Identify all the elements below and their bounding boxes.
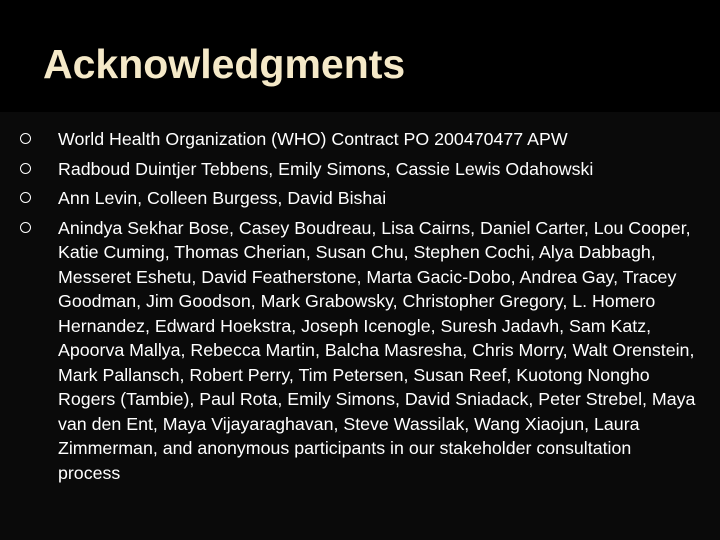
bullet-text: Ann Levin, Colleen Burgess, David Bishai (58, 188, 387, 208)
hollow-circle-bullet-icon (20, 192, 31, 203)
hollow-circle-bullet-icon (20, 222, 31, 233)
list-item (18, 127, 698, 152)
list-item (18, 157, 698, 182)
slide-title: Acknowledgments (43, 41, 406, 87)
title-bar (0, 0, 720, 112)
bullet-text: Radboud Duintjer Tebbens, Emily Simons, Cassie Lewis Odahowski (58, 158, 594, 179)
hollow-circle-bullet-icon (20, 133, 31, 144)
hollow-circle-bullet-icon (20, 163, 31, 174)
slide-content (0, 112, 720, 540)
bullet-text: Anindya Sekhar Bose, Casey Boudreau, Lisa Cairns, Daniel Carter, Lou Cooper, Katie Cuming, Thomas Cherian, Susan Chu, Stephen Cochi, Alya Dabbagh, Messeret Eshetu, David Featherstone, Marta Gacic-Dobo, Andrea Gay, Tracey Goodman, Jim Goodson, Mark Grabowsky, Christopher Gregory, L. Homero Hernandez, Edward Hoekstra, Joseph Icenogle, Suresh Jadavh, Sam Katz, Apoorva Mallya, Rebecca Martin, Balcha Masresha, Chris Morry, Walt Orenstein, Mark Pallansch, Robert Perry, Tim Petersen, Susan Reef, Kuotong Nongho Rogers (Tambie), Paul Rota, Emily Simons, David Sniadack, Peter Strebel, Maya van den Ent, Maya Vijayaraghavan, Steve Wassilak, Wang Xiaojun, Laura Zimmerman, and anonymous participants in our stakeholder consultation process (58, 217, 696, 483)
list-item (18, 186, 698, 211)
list-item (18, 216, 698, 486)
bullet-list (18, 127, 698, 490)
bullet-text: World Health Organization (WHO) Contract PO 200470477 APW (58, 129, 568, 149)
